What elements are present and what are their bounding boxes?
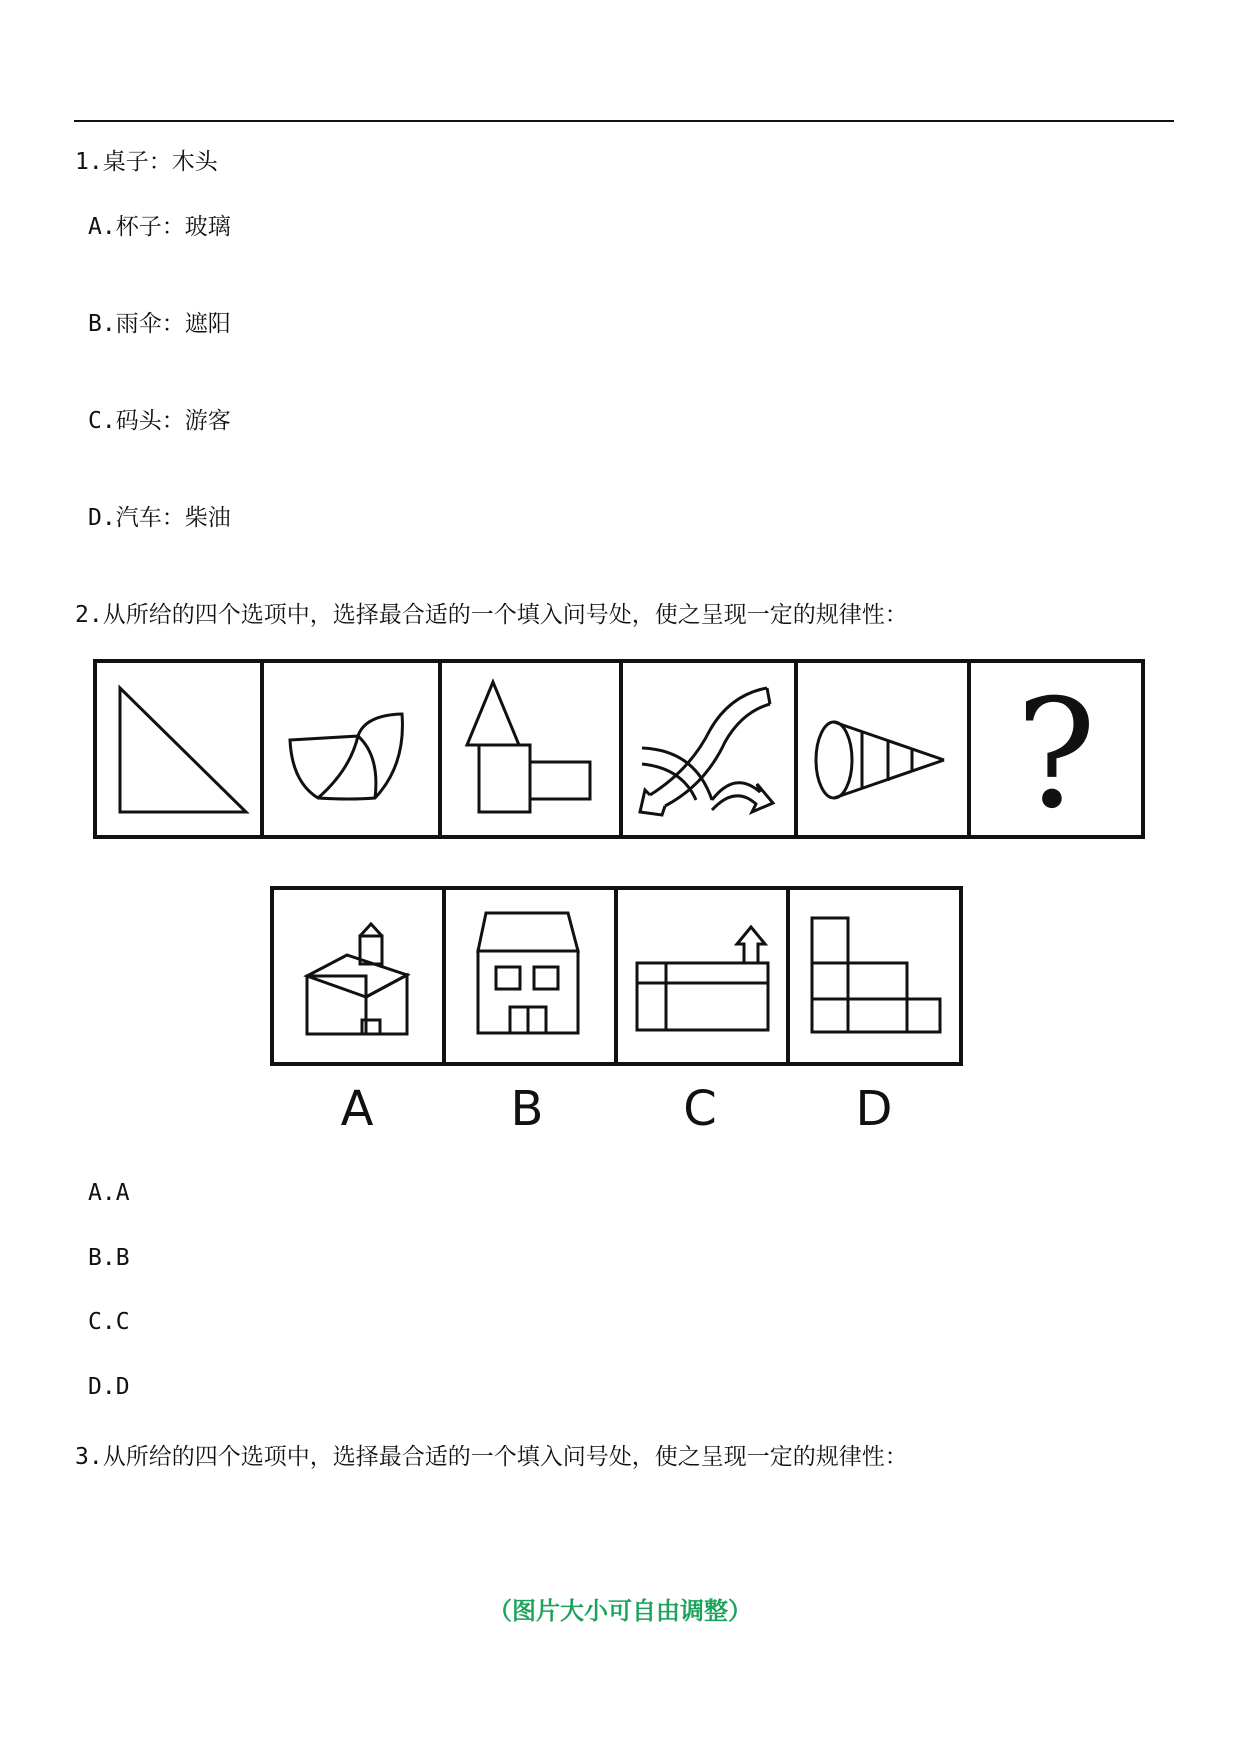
house-3d-icon: [307, 924, 407, 1034]
cone-icon: [816, 722, 944, 798]
rectangle-arrow-icon: [637, 927, 768, 1030]
choice-letter-c: C: [683, 1081, 717, 1137]
choice-letter-b: B: [510, 1081, 544, 1137]
question-1-option-a[interactable]: A.杯子：玻璃: [88, 214, 231, 240]
steps-blocks-icon: [812, 918, 940, 1032]
question-1-stem: 1.桌子：木头: [75, 149, 218, 175]
question-1-option-c[interactable]: C.码头：游客: [88, 408, 231, 434]
question-2-stem: 2.从所给的四个选项中，选择最合适的一个填入问号处，使之呈现一定的规律性：: [75, 602, 908, 628]
question-1-option-d[interactable]: D.汽车：柴油: [88, 505, 231, 531]
question-3-stem: 3.从所给的四个选项中，选择最合适的一个填入问号处，使之呈现一定的规律性：: [75, 1444, 908, 1470]
choice-letter-a: A: [340, 1081, 374, 1137]
crossing-arrows-icon: [640, 688, 773, 815]
question-2-option-c[interactable]: C.C: [88, 1309, 130, 1335]
question-mark-icon: [1016, 668, 1096, 842]
svg-text:?: ?: [1015, 668, 1097, 842]
question-2-option-b[interactable]: B.B: [88, 1245, 130, 1271]
triangle-icon: [120, 688, 246, 812]
question-1-option-b[interactable]: B.雨伞：遮阳: [88, 311, 231, 337]
choice-letter-d: D: [855, 1081, 893, 1137]
question-2-option-d[interactable]: D.D: [88, 1374, 130, 1400]
triangle-rectangles-icon: [467, 682, 590, 812]
house-front-icon: [478, 913, 578, 1033]
curved-surface-icon: [290, 714, 402, 799]
image-resize-note: （图片大小可自由调整）: [488, 1597, 752, 1625]
question-2-option-a[interactable]: A.A: [88, 1180, 130, 1206]
